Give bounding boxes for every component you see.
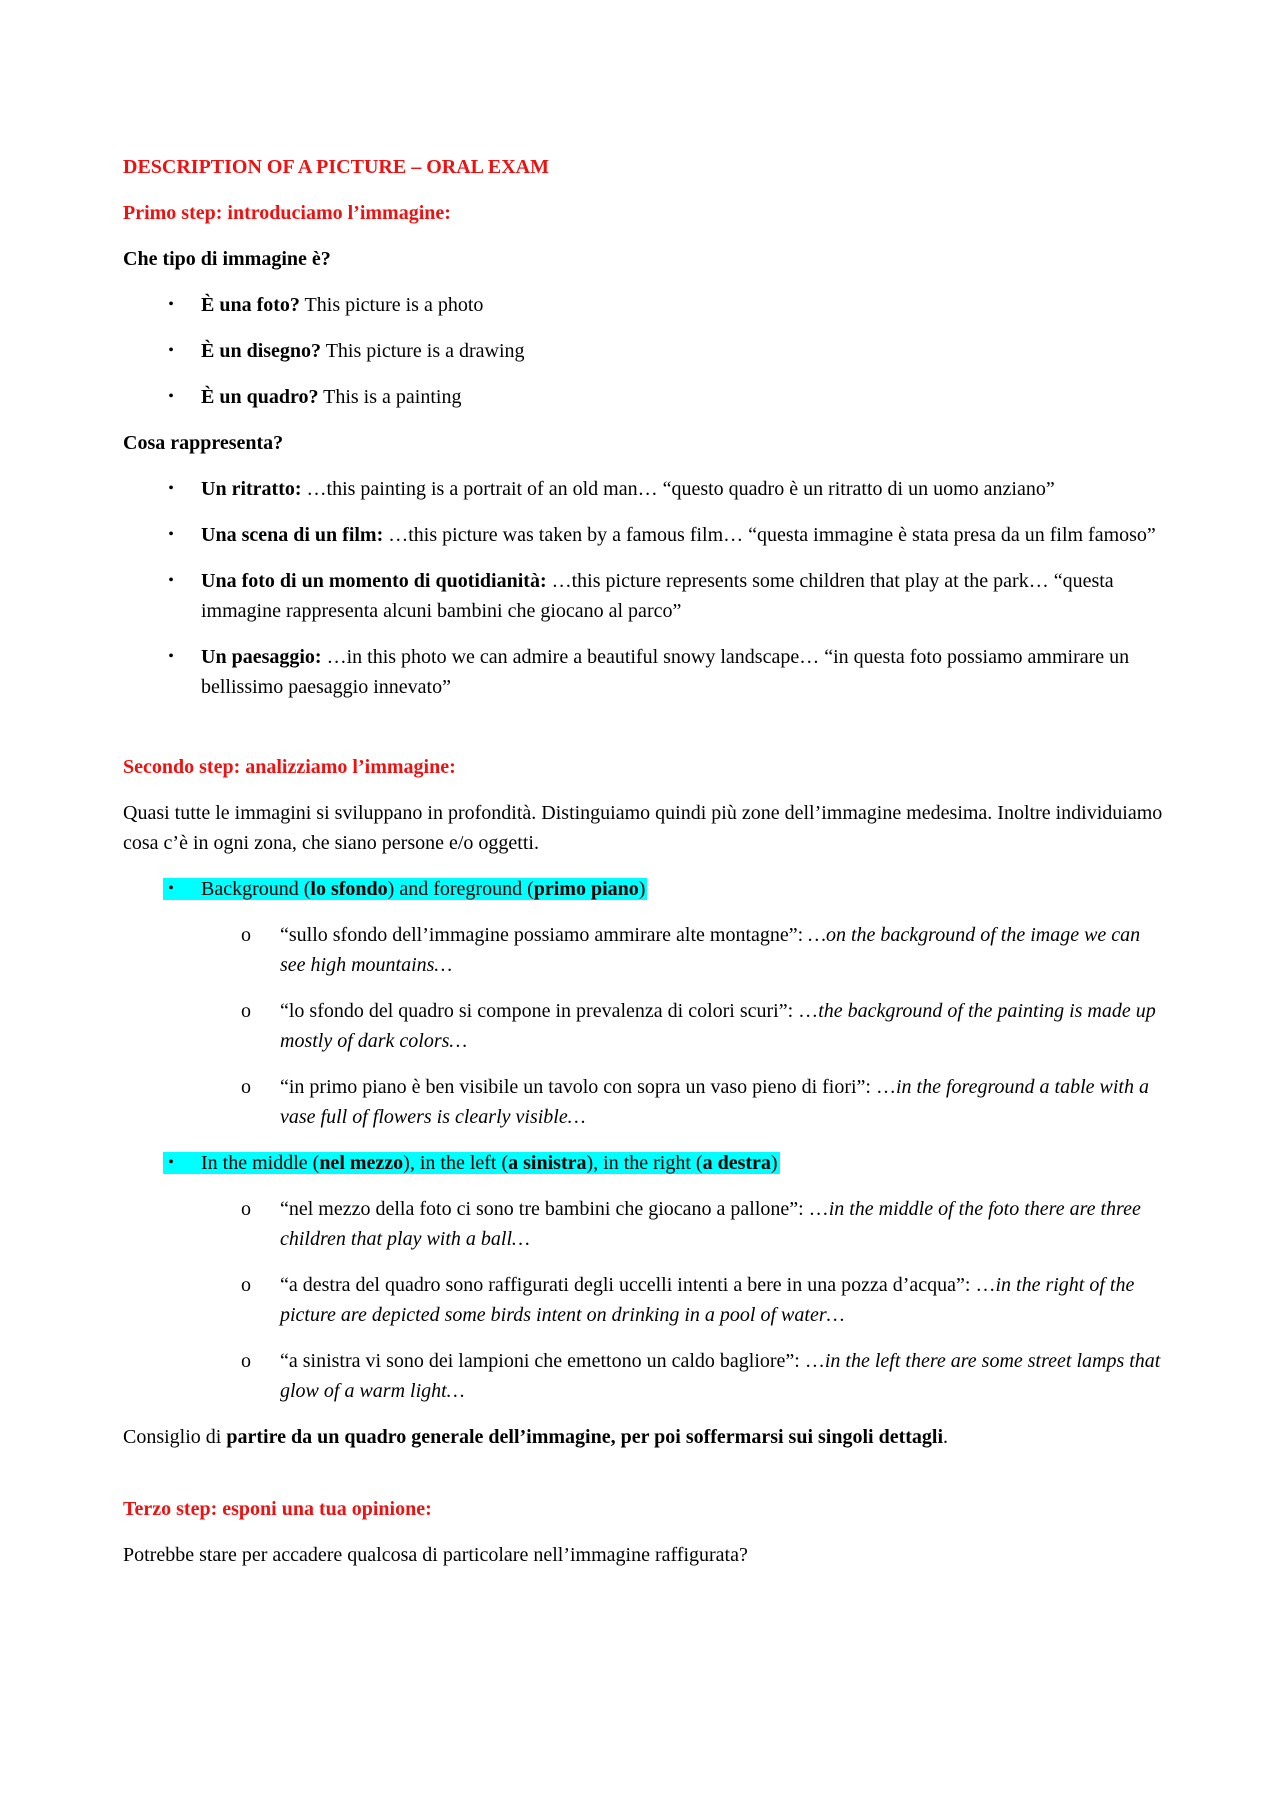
list-item bbox=[123, 336, 1168, 366]
list-item bbox=[123, 290, 1168, 320]
background-examples bbox=[123, 920, 1168, 1132]
bullet-icon: • bbox=[168, 296, 174, 313]
subject-list bbox=[123, 474, 1168, 702]
circle-bullet-icon: o bbox=[241, 1076, 251, 1098]
spacer bbox=[123, 718, 1168, 752]
hl-text: ), in the right ( bbox=[586, 1152, 703, 1174]
hl-text: In the middle ( bbox=[201, 1152, 320, 1174]
advice-text: Consiglio di bbox=[123, 1426, 227, 1448]
item-bold: È una foto? bbox=[201, 294, 300, 316]
list-item bbox=[123, 642, 1168, 702]
step3-heading: Terzo step: esponi una tua opinione: bbox=[123, 1498, 432, 1520]
example-quote: “lo sfondo del quadro si compone in prevalenza di colori scuri”: … bbox=[280, 1000, 819, 1022]
question-subject: Cosa rappresenta? bbox=[123, 432, 284, 454]
circle-bullet-icon: o bbox=[241, 1198, 251, 1220]
document-page bbox=[123, 152, 1168, 1586]
item-bold: Una scena di un film: bbox=[201, 524, 384, 546]
hl-text: ) bbox=[638, 878, 646, 900]
advice-bold: partire da un quadro generale dell’immagine, per poi soffermarsi sui singoli dettagli bbox=[226, 1426, 944, 1448]
hl-text: ) and foreground ( bbox=[387, 878, 534, 900]
example-item bbox=[123, 920, 1168, 980]
example-translation: in the foreground a table with a vase full of flowers is clearly visible… bbox=[280, 1076, 1149, 1128]
circle-bullet-icon: o bbox=[241, 924, 251, 946]
hl-text: Background ( bbox=[201, 878, 311, 900]
bullet-icon: • bbox=[168, 648, 174, 665]
hl-bold: lo sfondo bbox=[310, 878, 388, 900]
type-list bbox=[123, 290, 1168, 412]
circle-bullet-icon: o bbox=[241, 1274, 251, 1296]
spacer bbox=[123, 1468, 1168, 1494]
highlighted-bullet-background bbox=[123, 874, 1168, 904]
list-item bbox=[123, 566, 1168, 626]
example-translation: in the right of the picture are depicted some birds intent on drinking in a pool of water… bbox=[280, 1274, 1135, 1326]
advice-text: . bbox=[943, 1426, 949, 1448]
highlighted-bullet-middle bbox=[123, 1148, 1168, 1178]
example-translation: the background of the painting is made up mostly of dark colors… bbox=[280, 1000, 1156, 1052]
circle-bullet-icon: o bbox=[241, 1000, 251, 1022]
example-quote: “nel mezzo della foto ci sono tre bambini che giocano a pallone”: … bbox=[280, 1198, 829, 1220]
example-translation: in the middle of the foto there are three children that play with a ball… bbox=[280, 1198, 1141, 1250]
item-bold: Un paesaggio: bbox=[201, 646, 322, 668]
question-type: Che tipo di immagine è? bbox=[123, 248, 331, 270]
advice-paragraph bbox=[123, 1422, 1168, 1452]
hl-text: ), in the left ( bbox=[403, 1152, 509, 1174]
example-quote: “a sinistra vi sono dei lampioni che emettono un caldo bagliore”: … bbox=[280, 1350, 825, 1372]
highlight bbox=[163, 1152, 780, 1174]
example-item bbox=[123, 996, 1168, 1056]
step2-intro: Quasi tutte le immagini si sviluppano in profondità. Distinguiamo quindi più zone dell’immagine medesima. Inoltre individuiamo cosa c’è in ogni zona, che siano persone e/o oggetti. bbox=[123, 802, 1163, 854]
list-item bbox=[123, 520, 1168, 550]
example-item bbox=[123, 1270, 1168, 1330]
item-text: …this picture was taken by a famous film… “questa immagine è stata presa da un film famoso” bbox=[383, 524, 1156, 546]
position-examples bbox=[123, 1194, 1168, 1406]
item-bold: Un ritratto: bbox=[201, 478, 302, 500]
step1-heading: Primo step: introduciamo l’immagine: bbox=[123, 202, 451, 224]
bullet-icon: • bbox=[168, 526, 174, 543]
highlight bbox=[163, 878, 647, 900]
example-item bbox=[123, 1072, 1168, 1132]
item-text: …this picture represents some children that play at the park… “questa immagine rappresenta alcuni bambini che giocano al parco” bbox=[201, 570, 1114, 622]
circle-bullet-icon: o bbox=[241, 1350, 251, 1372]
item-text: This picture is a photo bbox=[299, 294, 484, 316]
bullet-icon: • bbox=[168, 572, 174, 589]
item-bold: Una foto di un momento di quotidianità: bbox=[201, 570, 547, 592]
example-item bbox=[123, 1194, 1168, 1254]
example-quote: “in primo piano è ben visibile un tavolo con sopra un vaso pieno di fiori”: … bbox=[280, 1076, 896, 1098]
bullet-icon: • bbox=[168, 1154, 174, 1171]
bullet-icon: • bbox=[168, 480, 174, 497]
item-text: This is a painting bbox=[318, 386, 462, 408]
hl-text: ) bbox=[770, 1152, 778, 1174]
hl-bold: nel mezzo bbox=[319, 1152, 404, 1174]
item-text: This picture is a drawing bbox=[321, 340, 525, 362]
example-quote: “a destra del quadro sono raffigurati degli uccelli intenti a bere in una pozza d’acqua”: … bbox=[280, 1274, 996, 1296]
hl-bold: a sinistra bbox=[508, 1152, 587, 1174]
example-translation: in the left there are some street lamps that glow of a warm light… bbox=[280, 1350, 1161, 1402]
bullet-icon: • bbox=[168, 342, 174, 359]
step2-heading: Secondo step: analizziamo l’immagine: bbox=[123, 756, 456, 778]
document-title: DESCRIPTION OF A PICTURE – ORAL EXAM bbox=[123, 156, 549, 178]
step3-question: Potrebbe stare per accadere qualcosa di particolare nell’immagine raffigurata? bbox=[123, 1544, 748, 1566]
example-quote: “sullo sfondo dell’immagine possiamo ammirare alte montagne”: bbox=[280, 924, 809, 946]
item-bold: È un quadro? bbox=[201, 386, 319, 408]
item-bold: È un disegno? bbox=[201, 340, 322, 362]
bullet-icon: • bbox=[168, 880, 174, 897]
bullet-icon: • bbox=[168, 388, 174, 405]
list-item bbox=[123, 474, 1168, 504]
example-translation: …on the background of the image we can see high mountains… bbox=[280, 924, 1141, 976]
list-item bbox=[123, 382, 1168, 412]
item-text: …this painting is a portrait of an old man… “questo quadro è un ritratto di un uomo anziano” bbox=[301, 478, 1055, 500]
example-item bbox=[123, 1346, 1168, 1406]
hl-bold: primo piano bbox=[533, 878, 639, 900]
hl-bold: a destra bbox=[702, 1152, 771, 1174]
item-text: …in this photo we can admire a beautiful snowy landscape… “in questa foto possiamo ammirare un bellissimo paesaggio innevato” bbox=[201, 646, 1130, 698]
